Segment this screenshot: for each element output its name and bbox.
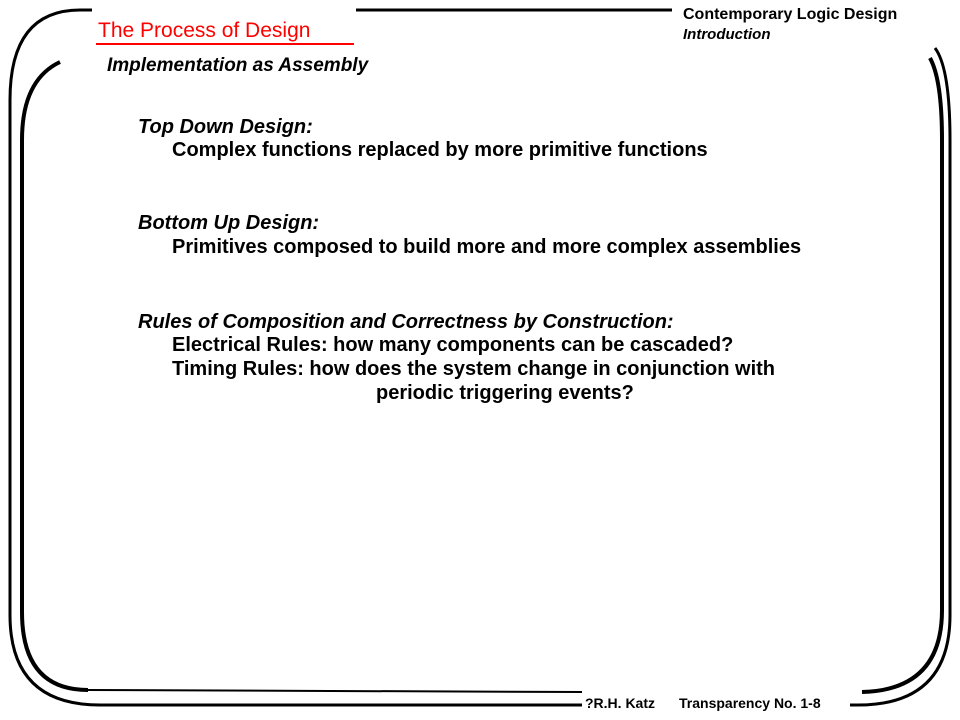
footer-author: ?R.H. Katz	[585, 695, 655, 711]
timing-rules-continuation: periodic triggering events?	[376, 382, 634, 404]
slide-title: The Process of Design	[98, 19, 311, 42]
bottom-up-heading: Bottom Up Design:	[138, 212, 320, 234]
title-underline	[96, 43, 354, 45]
top-down-heading: Top Down Design:	[138, 116, 313, 138]
course-title: Contemporary Logic Design	[683, 6, 898, 23]
timing-rules-line: Timing Rules: how does the system change in conjunction with	[172, 358, 776, 380]
bottom-up-line: Primitives composed to build more and more complex assemblies	[172, 236, 802, 258]
frame-inner-right	[862, 58, 942, 692]
frame-inner-bottom	[88, 690, 582, 692]
electrical-rules-line: Electrical Rules: how many components can be cascaded?	[172, 334, 734, 356]
footer-transparency-number: Transparency No. 1-8	[679, 695, 821, 711]
slide-subtitle: Implementation as Assembly	[107, 55, 369, 76]
rules-heading: Rules of Composition and Correctness by Construction:	[138, 311, 674, 333]
frame-outer-right	[850, 48, 950, 705]
course-section: Introduction	[683, 26, 771, 43]
top-down-line: Complex functions replaced by more primitive functions	[172, 139, 708, 161]
frame-inner-left	[22, 62, 88, 690]
